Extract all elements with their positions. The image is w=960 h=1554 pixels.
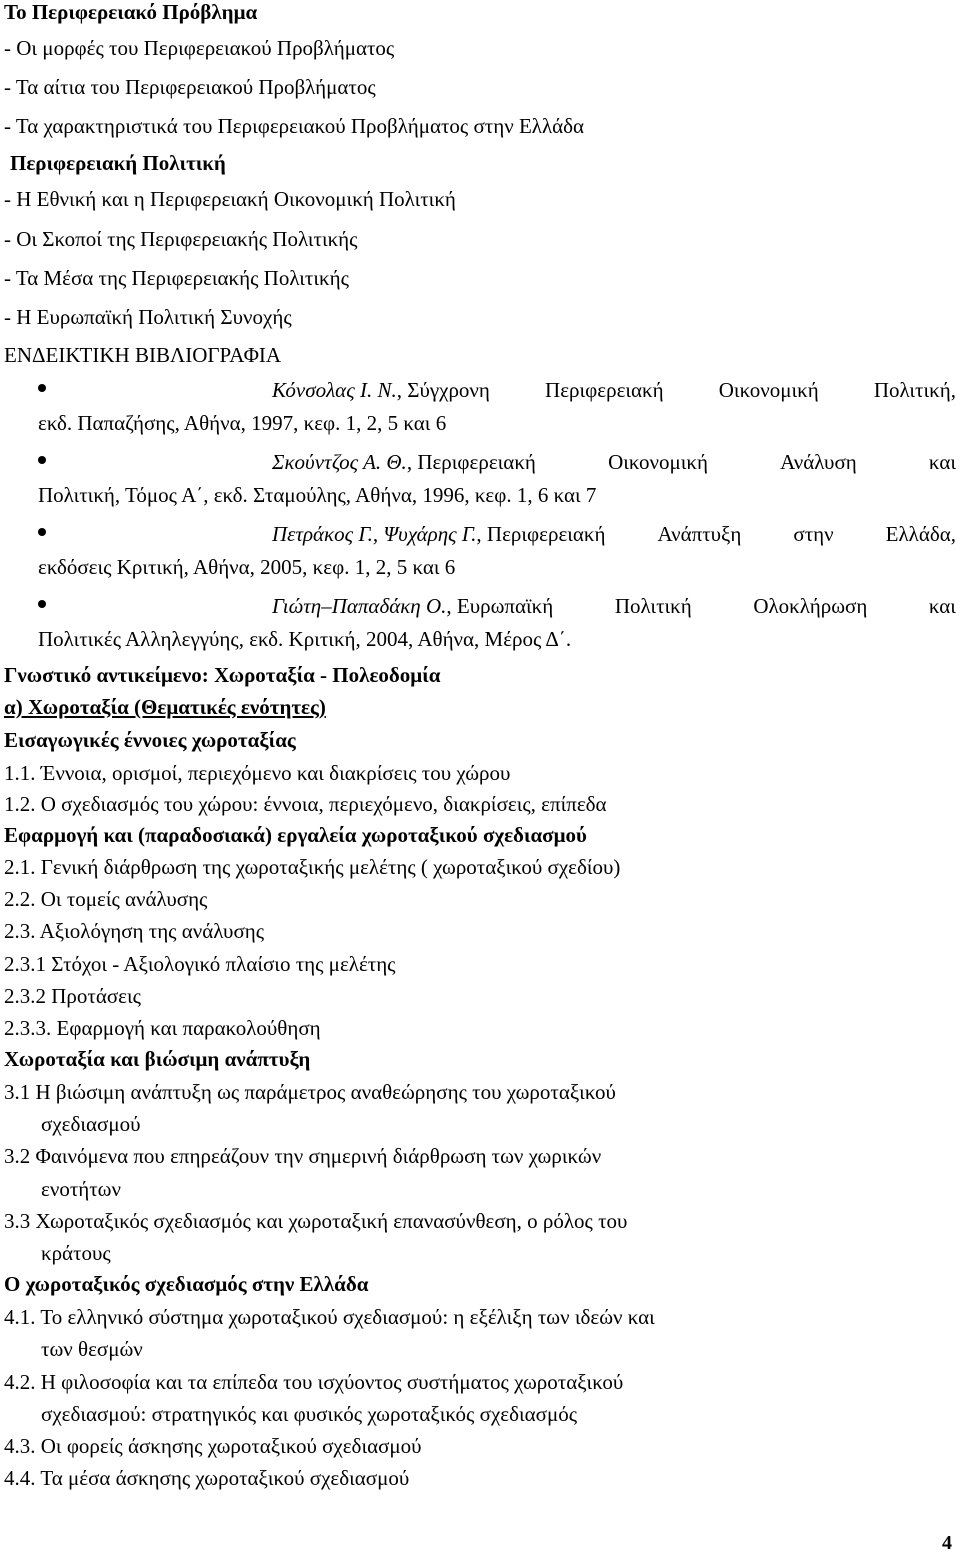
bibliography-heading: ΕΝΔΕΙΚΤΙΚΗ ΒΙΒΛΙΟΓΡΑΦΙΑ (4, 343, 282, 367)
bullet-icon (38, 528, 46, 536)
bullet-icon (38, 600, 46, 608)
list-item: - Τα Μέσα της Περιφερειακής Πολιτικής (4, 266, 349, 290)
reference-title-word: , Περιφερειακή (476, 522, 606, 546)
list-item-continuation: σχεδιασμού (41, 1112, 141, 1136)
list-item: 4.2. Η φιλοσοφία και τα επίπεδα του ισχύοντος συστήματος χωροταξικού (4, 1370, 624, 1394)
list-item: 2.3.1 Στόχοι - Αξιολογικό πλαίσιο της μελέτης (4, 952, 396, 976)
reference-4-line-1 (272, 594, 956, 618)
reference-title-word: , Περιφερειακή (406, 450, 536, 474)
reference-title-word: και (928, 594, 956, 618)
list-item: - Η Ευρωπαϊκή Πολιτική Συνοχής (4, 305, 292, 329)
subject-heading: Γνωστικό αντικείμενο: Χωροταξία - Πολεοδομία (4, 663, 441, 687)
reference-title-word: στην (793, 522, 834, 546)
bullet-icon (38, 456, 46, 464)
reference-title-word: Ανάπτυξη (657, 522, 742, 546)
reference-3-line-2: εκδόσεις Κριτική, Αθήνα, 2005, κεφ. 1, 2, 5 και 6 (38, 555, 456, 579)
reference-title-word: και (928, 450, 956, 474)
sustainability-heading: Χωροταξία και βιώσιμη ανάπτυξη (4, 1047, 311, 1071)
intro-heading: Εισαγωγικές έννοιες χωροταξίας (4, 728, 296, 752)
list-item: 3.1 Η βιώσιμη ανάπτυξη ως παράμετρος αναθεώρησης του χωροταξικού (4, 1080, 616, 1104)
reference-title-word: , Σύγχρονη (396, 378, 490, 402)
section-title-regional-problem: Το Περιφερειακό Πρόβλημα (4, 0, 258, 24)
list-item: 2.1. Γενική διάρθρωση της χωροταξικής μελέτης ( χωροταξικού σχεδίου) (4, 855, 621, 879)
list-item: - Η Εθνική και η Περιφερειακή Οικονομική Πολιτική (4, 187, 456, 211)
page-number: 4 (942, 1532, 952, 1554)
bullet-icon (38, 384, 46, 392)
section-title-regional-policy: Περιφερειακή Πολιτική (10, 151, 226, 175)
reference-title-word: Ελλάδα, (885, 522, 956, 546)
list-item: 2.2. Οι τομείς ανάλυσης (4, 887, 208, 911)
reference-2-line-1 (272, 450, 956, 474)
list-item: 2.3. Αξιολόγηση της ανάλυσης (4, 919, 265, 943)
list-item: - Τα αίτια του Περιφερειακού Προβλήματος (4, 75, 376, 99)
reference-title-word: Οικονομική (608, 450, 708, 474)
part-a-heading: α) Χωροταξία (Θεματικές ενότητες) (4, 695, 326, 719)
list-item: 1.1. Έννοια, ορισμοί, περιεχόμενο και διακρίσεις του χώρου (4, 761, 511, 785)
reference-title-word: Ανάλυση (780, 450, 857, 474)
reference-3-line-1 (272, 522, 956, 546)
list-item: 4.4. Τα μέσα άσκησης χωροταξικού σχεδιασμού (4, 1466, 410, 1490)
list-item: 3.3 Χωροταξικός σχεδιασμός και χωροταξική επανασύνθεση, ο ρόλος του (4, 1209, 628, 1233)
list-item: - Οι μορφές του Περιφερειακού Προβλήματος (4, 36, 395, 60)
list-item: 3.2 Φαινόμενα που επηρεάζουν την σημερινή διάρθρωση των χωρικών (4, 1144, 602, 1168)
tools-heading: Εφαρμογή και (παραδοσιακά) εργαλεία χωροταξικού σχεδιασμού (4, 823, 587, 847)
greece-heading: Ο χωροταξικός σχεδιασμός στην Ελλάδα (4, 1272, 369, 1296)
reference-title-word: Πολιτική (614, 594, 692, 618)
list-item-continuation: κράτους (41, 1241, 111, 1265)
list-item: - Οι Σκοποί της Περιφερειακής Πολιτικής (4, 227, 358, 251)
list-item: - Τα χαρακτηριστικά του Περιφερειακού Προβλήματος στην Ελλάδα (4, 114, 585, 138)
reference-4-line-2: Πολιτικές Αλληλεγγύης, εκδ. Κριτική, 2004, Αθήνα, Μέρος Δ΄. (38, 627, 572, 651)
reference-author: Σκούντζος Α. Θ. (272, 450, 407, 474)
list-item-continuation: των θεσμών (41, 1337, 143, 1361)
list-item: 4.1. Το ελληνικό σύστημα χωροταξικού σχεδιασμού: η εξέλιξη των ιδεών και (4, 1305, 655, 1329)
reference-author: Πετράκος Γ., Ψυχάρης Γ. (272, 522, 477, 546)
reference-author: Κόνσολας Ι. Ν. (272, 378, 397, 402)
list-item: 2.3.3. Εφαρμογή και παρακολούθηση (4, 1016, 321, 1040)
reference-title-word: Οικονομική (718, 378, 819, 402)
reference-title-word: , Ευρωπαϊκή (446, 594, 554, 618)
list-item: 1.2. Ο σχεδιασμός του χώρου: έννοια, περιεχόμενο, διακρίσεις, επίπεδα (4, 792, 607, 816)
reference-title-word: Πολιτική, (873, 378, 956, 402)
reference-title-word: Ολοκλήρωση (753, 594, 868, 618)
list-item: 2.3.2 Προτάσεις (4, 984, 141, 1008)
reference-author: Γιώτη–Παπαδάκη Ο. (272, 594, 447, 618)
list-item-continuation: ενοτήτων (41, 1177, 121, 1201)
reference-1-line-1 (272, 378, 956, 402)
reference-title-word: Περιφερειακή (545, 378, 664, 402)
reference-2-line-2: Πολιτική, Τόμος Α΄, εκδ. Σταμούλης, Αθήνα, 1996, κεφ. 1, 6 και 7 (38, 483, 597, 507)
reference-1-line-2: εκδ. Παπαζήσης, Αθήνα, 1997, κεφ. 1, 2, 5 και 6 (38, 411, 447, 435)
list-item-continuation: σχεδιασμού: στρατηγικός και φυσικός χωροταξικός σχεδιασμός (41, 1402, 578, 1426)
list-item: 4.3. Οι φορείς άσκησης χωροταξικού σχεδιασμού (4, 1434, 422, 1458)
